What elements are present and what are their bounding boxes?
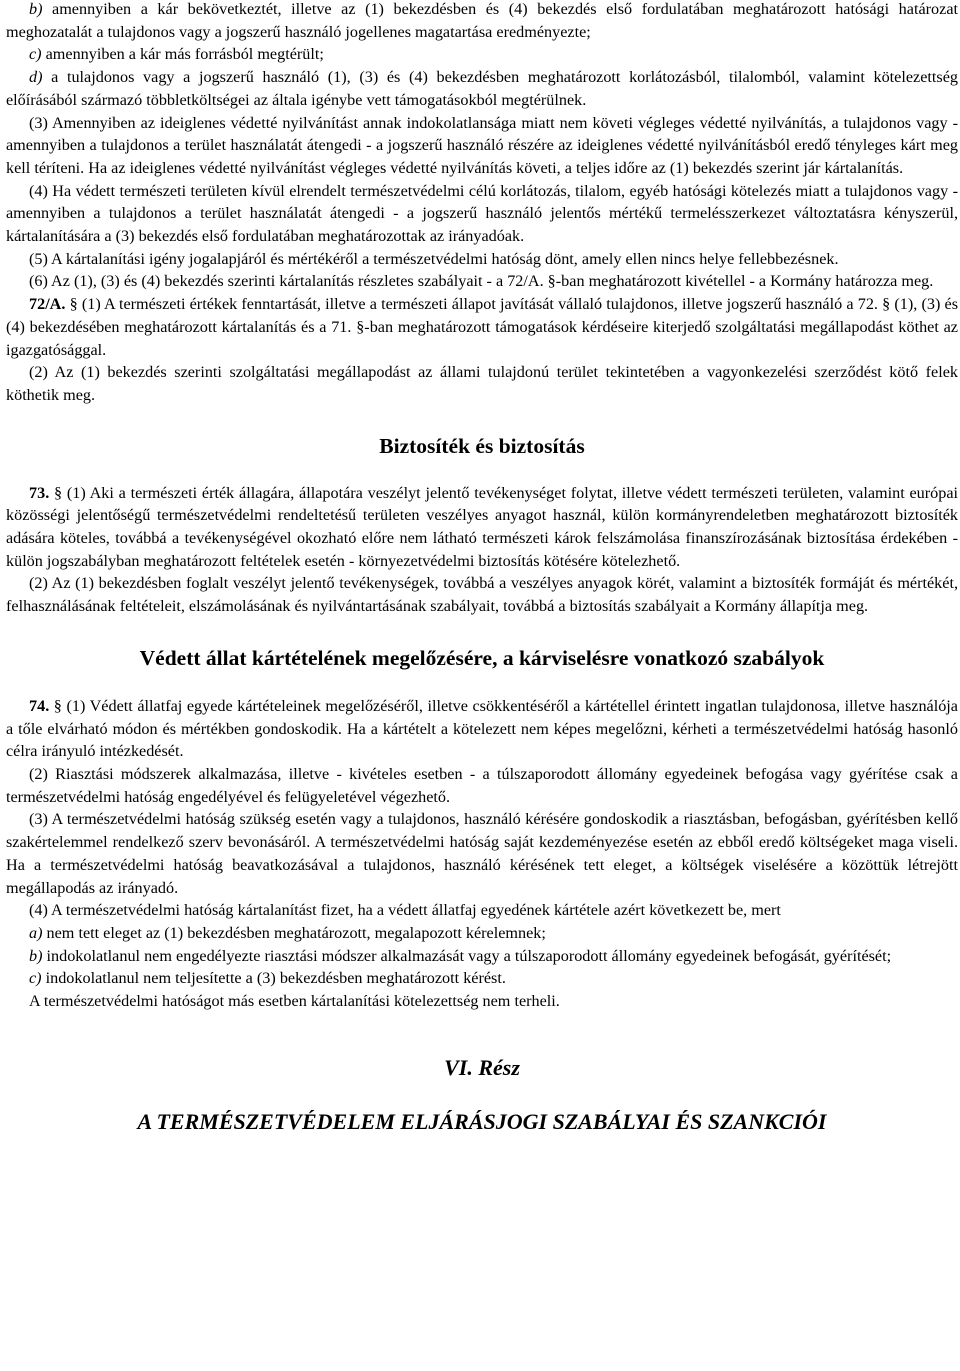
paragraph-74-4-b	[6, 945, 958, 968]
item-label-c2: c)	[29, 969, 42, 988]
item-text-b: amennyiben a kár bekövetkeztét, illetve az (1) bekezdésben és (4) bekezdés első fordulatában meghatározott hatósági határozat meghozatalát a tulajdonos vagy a jogszerű használó jogellenes magatartása eredményezte;	[6, 0, 958, 41]
paragraph-item-b	[6, 0, 958, 43]
paragraph-74-2: (2) Riasztási módszerek alkalmazása, illetve - kivételes esetben - a túlszaporodott állomány egyedeinek befogása vagy gyérítése csak a természetvédelmi hatóság engedélyével és felügyeletével végezhető.	[6, 764, 958, 806]
section-heading-vedett-allat: Védett állat kártételének megelőzésére, a kárviselésre vonatkozó szabályok	[139, 645, 825, 670]
paragraph-74-4-a	[6, 922, 958, 945]
item-text-b2: indokolatlanul nem engedélyezte riasztási módszer alkalmazását vagy a túlszaporodott állomány egyedeinek befogását, gyérítését;	[42, 946, 892, 965]
part-heading-vi: VI. Rész	[444, 1054, 520, 1080]
paragraph-72a-1	[6, 293, 958, 361]
section-text-73: § (1) Aki a természeti érték állagára, állapotára veszélyt jelentő tevékenységet folytat, illetve védett természeti területen, valamint európai közösségi jelentőségű természetvédelmi rendeltetésű területen veszélyes anyagot használ, külön kormányrendeletben meghatározott biztosíték adására köteles, továbbá a tevékenységével okozható előre nem látható természeti károk felszámolása finanszírozásának biztosítása érdekében - külön jogszabályban meghatározott feltételek esetén - környezetvédelmi biztosítás kötésére kötelezhető.	[6, 483, 958, 570]
paragraph-74-closing: A természetvédelmi hatóságot más esetben kártalanítási kötelezettség nem terheli.	[29, 992, 560, 1011]
paragraph-item-d	[6, 66, 958, 111]
document-page	[6, 0, 958, 1136]
paragraph-74-3: (3) A természetvédelmi hatóság szükség esetén vagy a tulajdonos, használó kérésére gondoskodik a riasztásban, befogásban, gyérítésben kellő szakértelemmel rendelkező szerv bevonásáról. A természetvédelmi hatóság saját kezdeményezése esetén az ebből eredő költségeket maga viseli. Ha a természetvédelmi hatóság beavatkozásával a tulajdonos, használó kérésének tett eleget, a költségek viselésére a közöttük létrejött megállapodás az irányadó.	[6, 810, 958, 897]
paragraph-72a-2: (2) Az (1) bekezdés szerinti szolgáltatási megállapodást az állami tulajdonú terület tekintetében a vagyonkezelési szerződést kötő felek köthetik meg.	[6, 363, 958, 404]
paragraph-item-c	[6, 43, 958, 66]
section-heading-biztositek: Biztosíték és biztosítás	[379, 433, 585, 458]
paragraph-72-3: (3) Amennyiben az ideiglenes védetté nyilvánítást annak indokolatlansága miatt nem követi végleges védetté nyilvánítás, a tulajdonos vagy - amennyiben a tulajdonos a terület használatát átengedi - a jogszerű használó részére az ideiglenes védetté nyilvánításból eredő tényleges kárt meg kell téríteni. Ha az ideiglenes védetté nyilvánítást végleges védetté nyilvánítás követi, a teljes időre az (1) bekezdés szerint jár kártalanítás.	[6, 113, 958, 177]
paragraph-74-4: (4) A természetvédelmi hatóság kártalanítást fizet, ha a védett állatfaj egyedének kártétele azért következett be, mert	[29, 901, 781, 920]
paragraph-74-4-c	[6, 967, 958, 990]
item-label-c: c)	[29, 45, 42, 64]
paragraph-73-2: (2) Az (1) bekezdésben foglalt veszélyt jelentő tevékenységek, továbbá a veszélyes anyagok körét, valamint a biztosíték formáját és mértékét, felhasználásának feltételeit, elszámolásának és nyilvántartásának szabályait, továbbá a biztosítás szabályait a Kormány állapítja meg.	[6, 574, 958, 616]
part-subheading: A TERMÉSZETVÉDELEM ELJÁRÁSJOGI SZABÁLYAI ÉS SZANKCIÓI	[137, 1108, 827, 1134]
item-label-a: a)	[29, 923, 43, 942]
paragraph-72-6: (6) Az (1), (3) és (4) bekezdés szerinti kártalanítás részletes szabályait - a 72/A. §-ban meghatározott kivétellel - a Kormány határozza meg.	[29, 272, 934, 291]
paragraph-73-1	[6, 482, 958, 573]
section-text-74: § (1) Védett állatfaj egyede kártételeinek megelőzéséről, illetve csökkentéséről a kártétellel érintett ingatlan tulajdonosa, illetve használója a tőle elvárható módon és mértékben gondoskodik. Ha a kártételt a kötelezett nem képes megelőzni, kérheti a természetvédelmi hatóság hasonló célra irányuló intézkedését.	[6, 696, 958, 761]
paragraph-74-1	[6, 695, 958, 763]
item-text-a: nem tett eleget az (1) bekezdésben meghatározott, megalapozott kérelemnek;	[42, 923, 546, 942]
paragraph-72-4: (4) Ha védett természeti területen kívül elrendelt természetvédelmi célú korlátozás, tilalom, egyéb hatósági kötelezés miatt a tulajdonos vagy - amennyiben a tulajdonos a terület használatát átengedi - a jogszerű használó jelentős mértékű termelésszerkezet változtatásra kényszerül, kártalanítására a (3) bekezdés első fordulatában meghatározottak az irányadóak.	[6, 181, 958, 246]
item-text-c2: indokolatlanul nem teljesítette a (3) bekezdésben meghatározott kérést.	[41, 969, 506, 988]
section-number-73: 73.	[29, 483, 50, 502]
item-text-c: amennyiben a kár más forrásból megtérült;	[41, 45, 324, 64]
item-label-b2: b)	[29, 946, 43, 965]
section-number-74: 74.	[29, 696, 50, 715]
item-label-b: b)	[29, 0, 43, 18]
item-text-d: a tulajdonos vagy a jogszerű használó (1), (3) és (4) bekezdésben meghatározott korlátozásból, tilalomból, valamint kötelezettség előírásából származó többletköltségei az általa igénybe vett támogatásokból megtérülnek.	[6, 68, 958, 109]
section-number-72a: 72/A.	[29, 295, 66, 314]
item-label-d: d)	[29, 68, 43, 87]
section-text-72a: § (1) A természeti értékek fenntartását, illetve a természeti állapot javítását vállaló tulajdonos, illetve jogszerű használó a 72. § (1), (3) és (4) bekezdésében meghatározott kártalanítás és a 71. §-ban meghatározott támogatások kérdéseire kiterjedő szolgáltatási megállapodást köthet az igazgatósággal.	[6, 295, 958, 359]
paragraph-72-5: (5) A kártalanítási igény jogalapjáról és mértékéről a természetvédelmi hatóság dönt, amely ellen nincs helye fellebbezésnek.	[29, 249, 839, 268]
